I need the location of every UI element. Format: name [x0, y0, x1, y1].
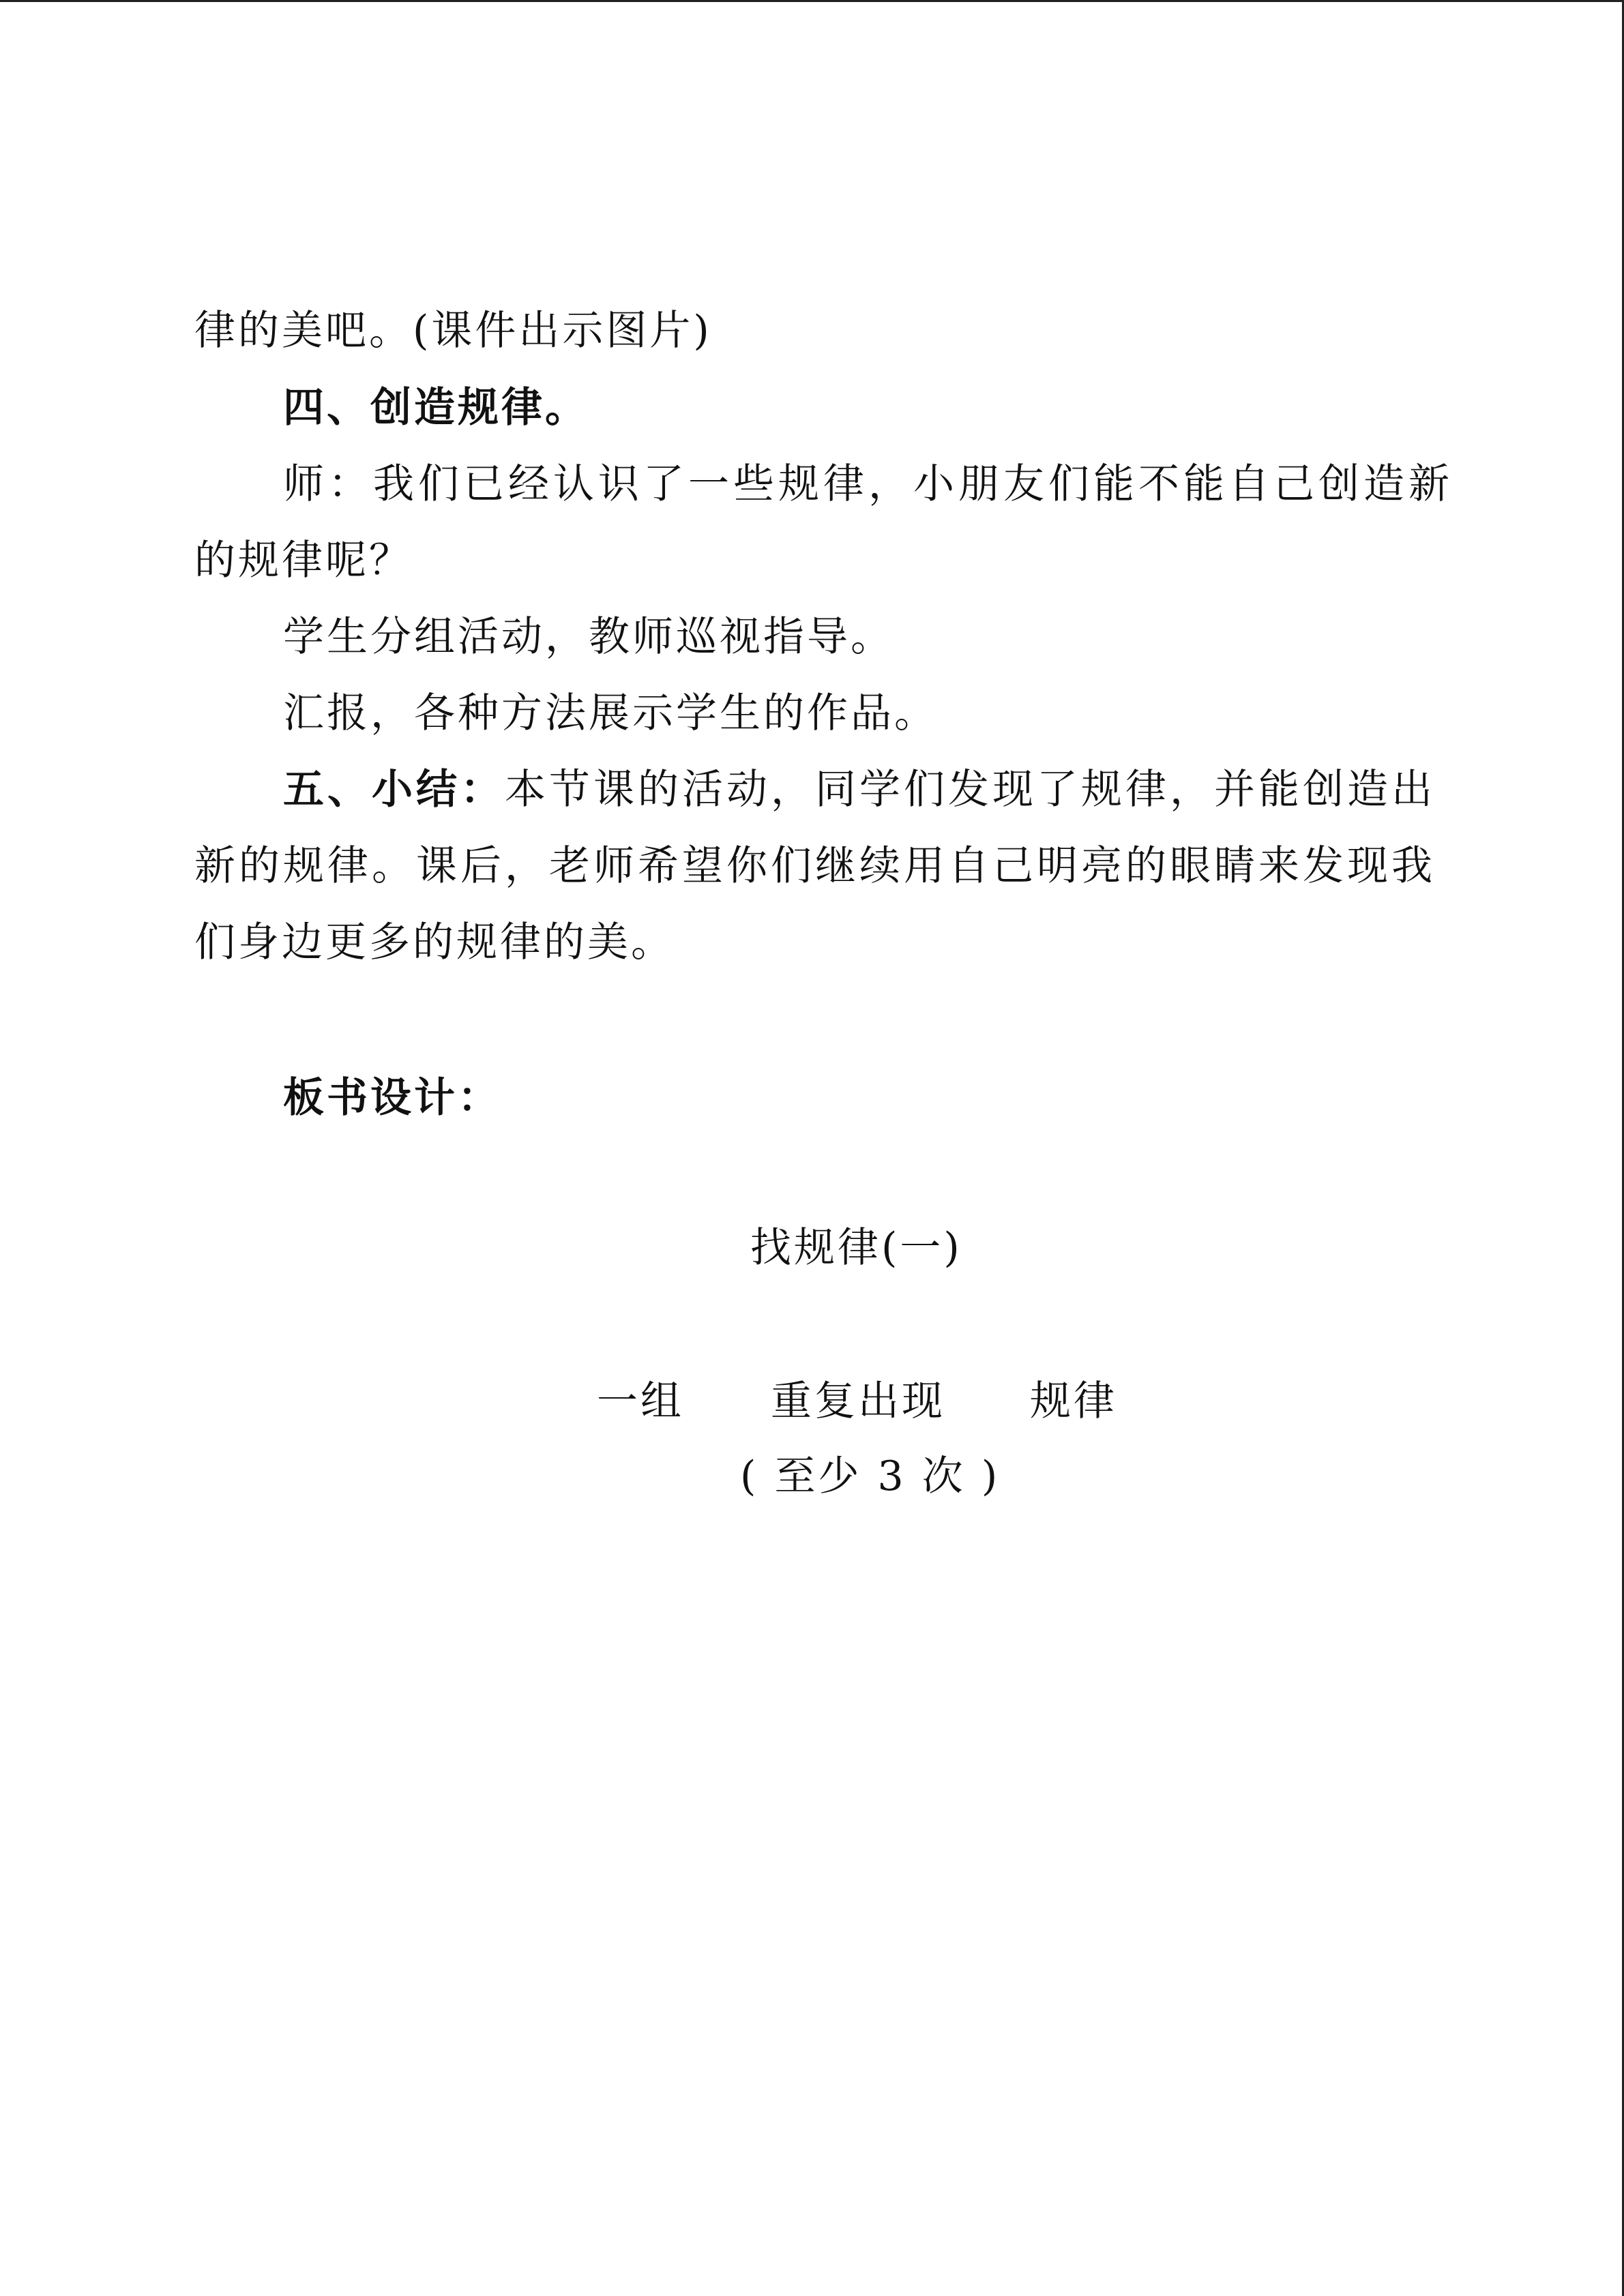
paragraph-line-report: 汇报，各种方法展示学生的作品。	[283, 689, 938, 737]
board-title: 找规律(一)	[750, 1224, 962, 1272]
board-item-group: 一组	[597, 1377, 684, 1425]
paragraph-line-1: 律的美吧。(课件出示图片)	[194, 307, 712, 355]
paragraph-line-closing: 们身边更多的规律的美。	[194, 919, 675, 966]
paragraph-line-after-class: 新的规律。课后，老师希望你们继续用自己明亮的眼睛来发现我	[194, 842, 1436, 890]
board-item-repeat: 重复出现	[771, 1377, 945, 1425]
paragraph-line-group-activity: 学生分组活动，教师巡视指导。	[283, 613, 894, 661]
summary-text: 本节课的活动，同学们发现了规律，并能创造出	[505, 766, 1436, 814]
board-design-heading: 板书设计：	[283, 1074, 501, 1122]
summary-line	[283, 762, 1436, 817]
section-heading-summary: 五、小结：	[283, 766, 505, 814]
section-heading-create-patterns: 四、创造规律。	[283, 384, 589, 432]
board-item-pattern: 规律	[1030, 1377, 1117, 1425]
paragraph-line-question-end: 的规律呢？	[194, 537, 413, 584]
paragraph-line-teacher-question: 师：我们已经认识了一些规律，小朋友们能不能自己创造新	[283, 460, 1453, 508]
board-note-at-least-three: ( 至少 3 次 )	[740, 1452, 1001, 1500]
page-top-border	[0, 0, 1624, 2]
